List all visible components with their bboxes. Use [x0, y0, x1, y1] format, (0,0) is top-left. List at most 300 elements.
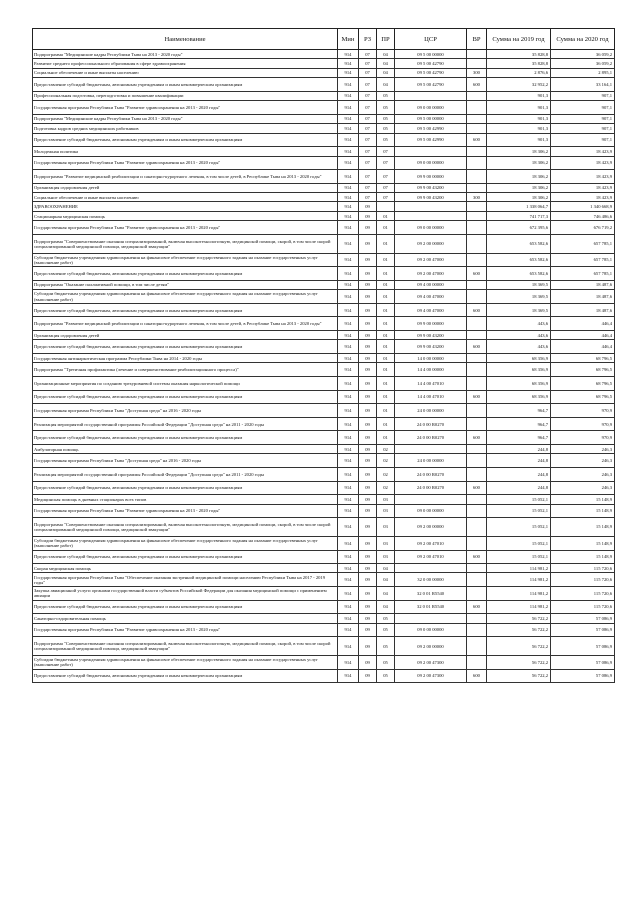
table-row	[33, 234, 615, 253]
cell-pr: 02	[377, 467, 395, 481]
cell-rz: 09	[359, 211, 377, 220]
cell-pr: 01	[377, 267, 395, 281]
table-row	[33, 454, 615, 468]
cell-pr: 05	[377, 623, 395, 637]
cell-csr: 09 5 00 00000	[395, 50, 467, 59]
cell-sum-2020: 115 720,6	[551, 587, 615, 601]
cell-sum-2020: 246,3	[551, 444, 615, 453]
cell-pr	[377, 202, 395, 211]
cell-sum-2020: 907,1	[551, 101, 615, 115]
cell-csr: 09 0 00 00000	[395, 101, 467, 115]
cell-pr: 04	[377, 573, 395, 587]
cell-sum-2019: 35 828,8	[487, 50, 551, 59]
cell-name: Подготовка кадров средних медицинских работников	[33, 124, 338, 133]
cell-vr	[467, 170, 487, 184]
cell-csr: 09 2 00 00000	[395, 637, 467, 656]
cell-csr: 14 0 00 00000	[395, 354, 467, 363]
header-pr: ПР	[377, 29, 395, 50]
cell-sum-2020: 907,1	[551, 124, 615, 133]
table-row	[33, 211, 615, 220]
cell-sum-2020: 36 059,2	[551, 59, 615, 68]
cell-csr	[395, 564, 467, 573]
cell-sum-2019: 15 052,1	[487, 536, 551, 550]
cell-min: 914	[338, 444, 359, 453]
cell-name: Скорая медицинская помощь	[33, 564, 338, 573]
cell-csr: 09 2 00 47000	[395, 267, 467, 281]
cell-vr	[467, 587, 487, 601]
cell-vr	[467, 101, 487, 115]
cell-pr: 01	[377, 417, 395, 431]
cell-vr: 600	[467, 267, 487, 281]
cell-rz: 09	[359, 363, 377, 377]
cell-vr	[467, 290, 487, 304]
cell-csr: 09 5 00 42990	[395, 124, 467, 133]
cell-pr: 03	[377, 504, 395, 518]
cell-sum-2020: 68 796,5	[551, 354, 615, 363]
cell-min: 914	[338, 454, 359, 468]
cell-name: Предоставление субсидий бюджетным, автономным учреждениям и иным некоммерческим организациям	[33, 78, 338, 92]
cell-name: Подпрограмма "Оказание паллиативной помощи, в том числе детям"	[33, 280, 338, 289]
cell-vr	[467, 234, 487, 253]
table-row	[33, 303, 615, 317]
cell-csr: 09 0 00 00000	[395, 156, 467, 170]
cell-rz: 09	[359, 303, 377, 317]
cell-sum-2019: 1 338 064,7	[487, 202, 551, 211]
cell-name: Развитие среднего профессионального образования в сфере здравоохранения	[33, 59, 338, 68]
cell-vr	[467, 518, 487, 537]
cell-name: Предоставление субсидий бюджетным, автономным учреждениям и иным некоммерческим организациям	[33, 669, 338, 683]
table-row	[33, 59, 615, 68]
cell-sum-2019: 68 356,9	[487, 390, 551, 404]
cell-min: 914	[338, 376, 359, 390]
cell-sum-2020: 446,4	[551, 317, 615, 331]
cell-rz: 09	[359, 564, 377, 573]
cell-pr: 07	[377, 183, 395, 192]
cell-rz: 09	[359, 253, 377, 267]
cell-pr: 04	[377, 59, 395, 68]
cell-name: Предоставление субсидий бюджетным, автономным учреждениям и иным некоммерческим организациям	[33, 267, 338, 281]
cell-vr	[467, 331, 487, 340]
cell-sum-2020: 907,1	[551, 133, 615, 147]
cell-csr: 09 2 00 00000	[395, 518, 467, 537]
cell-csr	[395, 211, 467, 220]
cell-sum-2019: 56 722,2	[487, 637, 551, 656]
cell-sum-2020: 57 086,9	[551, 656, 615, 670]
cell-csr: 24 0 00 R0270	[395, 417, 467, 431]
cell-rz: 09	[359, 656, 377, 670]
cell-sum-2019: 35 828,8	[487, 59, 551, 68]
cell-sum-2019: 443,6	[487, 331, 551, 340]
cell-csr: 09 5 00 42790	[395, 59, 467, 68]
cell-min: 914	[338, 221, 359, 235]
cell-name: Стационарная медицинская помощь	[33, 211, 338, 220]
cell-csr: 09 9 00 00000	[395, 170, 467, 184]
cell-sum-2020: 246,3	[551, 454, 615, 468]
cell-sum-2019: 68 356,9	[487, 363, 551, 377]
table-row	[33, 340, 615, 354]
cell-vr: 600	[467, 600, 487, 614]
cell-rz: 09	[359, 267, 377, 281]
cell-name: Субсидии бюджетным учреждениям здравоохранения на финансовое обеспечение государственного задания на оказание государственных услуг (выполнение работ)	[33, 253, 338, 267]
cell-sum-2020: 907,1	[551, 91, 615, 100]
cell-sum-2019: 15 052,1	[487, 518, 551, 537]
cell-rz: 09	[359, 290, 377, 304]
cell-vr	[467, 221, 487, 235]
cell-min: 914	[338, 550, 359, 564]
cell-csr: 09 0 00 00000	[395, 221, 467, 235]
cell-name: Государственная программа Республики Тыва "Доступная среда" на 2016 - 2020 годы	[33, 454, 338, 468]
cell-min: 914	[338, 147, 359, 156]
cell-min: 914	[338, 637, 359, 656]
cell-csr: 09 2 00 47300	[395, 669, 467, 683]
table-row	[33, 550, 615, 564]
cell-sum-2019: 32 952,2	[487, 78, 551, 92]
cell-pr: 05	[377, 614, 395, 623]
cell-sum-2020: 18 423,9	[551, 193, 615, 202]
cell-name: Субсидии бюджетным учреждениям здравоохранения на финансовое обеспечение государственного задания на оказание государственных услуг (выполнение работ)	[33, 290, 338, 304]
cell-sum-2019: 244,8	[487, 454, 551, 468]
cell-rz: 09	[359, 454, 377, 468]
table-row	[33, 114, 615, 123]
cell-pr: 05	[377, 91, 395, 100]
cell-name: Социальное обеспечение и иные выплаты населению	[33, 68, 338, 77]
cell-pr: 04	[377, 600, 395, 614]
table-row	[33, 290, 615, 304]
cell-csr	[395, 444, 467, 453]
table-row	[33, 587, 615, 601]
table-row	[33, 669, 615, 683]
cell-sum-2020: 970,9	[551, 404, 615, 418]
cell-vr: 600	[467, 390, 487, 404]
cell-min: 914	[338, 331, 359, 340]
cell-rz: 07	[359, 147, 377, 156]
cell-sum-2019: 114 981,2	[487, 600, 551, 614]
cell-name: Государственная программа Республики Тыва "Развитие здравоохранения на 2013 - 2020 годы"	[33, 156, 338, 170]
cell-rz: 07	[359, 133, 377, 147]
cell-csr: 14 4 00 47010	[395, 376, 467, 390]
cell-sum-2020: 657 785,1	[551, 267, 615, 281]
cell-pr: 02	[377, 454, 395, 468]
cell-sum-2020: 246,3	[551, 481, 615, 495]
cell-csr: 32 0 00 00000	[395, 573, 467, 587]
cell-csr: 09 5 00 00000	[395, 114, 467, 123]
cell-rz: 07	[359, 183, 377, 192]
cell-sum-2019: 964,7	[487, 417, 551, 431]
cell-sum-2020: 746 486,6	[551, 211, 615, 220]
cell-pr: 01	[377, 234, 395, 253]
cell-name: Амбулаторная помощь	[33, 444, 338, 453]
cell-csr: 24 0 00 00000	[395, 404, 467, 418]
cell-sum-2019: 18 369,5	[487, 303, 551, 317]
cell-pr: 01	[377, 280, 395, 289]
cell-pr: 01	[377, 404, 395, 418]
table-row	[33, 637, 615, 656]
cell-vr: 600	[467, 340, 487, 354]
cell-pr: 07	[377, 156, 395, 170]
cell-vr	[467, 536, 487, 550]
cell-sum-2019: 114 981,2	[487, 564, 551, 573]
cell-sum-2020: 970,9	[551, 431, 615, 445]
cell-vr	[467, 467, 487, 481]
cell-pr: 03	[377, 536, 395, 550]
cell-min: 914	[338, 495, 359, 504]
cell-sum-2020: 18 423,9	[551, 183, 615, 192]
cell-sum-2019: 964,7	[487, 431, 551, 445]
cell-min: 914	[338, 518, 359, 537]
cell-sum-2019: 18 306,2	[487, 147, 551, 156]
cell-pr: 07	[377, 193, 395, 202]
cell-name: Социальное обеспечение и иные выплаты населению	[33, 193, 338, 202]
cell-csr: 09 4 00 47000	[395, 290, 467, 304]
cell-sum-2020: 446,4	[551, 331, 615, 340]
cell-name: Предоставление субсидий бюджетным, автономным учреждениям и иным некоммерческим организациям	[33, 390, 338, 404]
table-row	[33, 280, 615, 289]
cell-sum-2019: 244,8	[487, 467, 551, 481]
cell-min: 914	[338, 290, 359, 304]
cell-sum-2019: 114 981,2	[487, 573, 551, 587]
cell-vr	[467, 504, 487, 518]
table-row	[33, 504, 615, 518]
cell-vr	[467, 637, 487, 656]
cell-pr: 01	[377, 317, 395, 331]
cell-rz: 07	[359, 50, 377, 59]
cell-name: Организационные мероприятия по созданию трехуровневой системы оказания наркологической помощи	[33, 376, 338, 390]
cell-min: 914	[338, 183, 359, 192]
cell-csr	[395, 495, 467, 504]
cell-csr: 32 0 01 R5540	[395, 600, 467, 614]
cell-pr: 07	[377, 170, 395, 184]
cell-csr: 09 9 00 43200	[395, 193, 467, 202]
table-row	[33, 267, 615, 281]
table-row	[33, 573, 615, 587]
cell-name: Субсидии бюджетным учреждениям здравоохранения на финансовое обеспечение государственного задания на оказание государственных услуг (выполнение работ)	[33, 656, 338, 670]
cell-min: 914	[338, 614, 359, 623]
table-row	[33, 68, 615, 77]
cell-csr: 32 0 01 R5540	[395, 587, 467, 601]
cell-min: 914	[338, 363, 359, 377]
table-row	[33, 183, 615, 192]
cell-rz: 09	[359, 331, 377, 340]
cell-sum-2020: 115 720,6	[551, 600, 615, 614]
cell-pr: 01	[377, 340, 395, 354]
cell-name: Санаторно-оздоровительная помощь	[33, 614, 338, 623]
cell-rz: 09	[359, 587, 377, 601]
cell-name: Подпрограмма "Развитие медицинской реабилитации и санаторно-курортного лечения, в том числе детей, в Республике Тыва на 2013 - 2020 годы"	[33, 170, 338, 184]
cell-vr	[467, 147, 487, 156]
cell-min: 914	[338, 280, 359, 289]
table-row	[33, 564, 615, 573]
cell-name: Предоставление субсидий бюджетным, автономным учреждениям и иным некоммерческим организациям	[33, 133, 338, 147]
cell-vr	[467, 454, 487, 468]
cell-min: 914	[338, 202, 359, 211]
cell-rz: 07	[359, 114, 377, 123]
cell-vr	[467, 444, 487, 453]
cell-csr: 09 5 00 42790	[395, 68, 467, 77]
cell-sum-2019: 18 306,2	[487, 170, 551, 184]
cell-rz: 09	[359, 600, 377, 614]
table-row	[33, 444, 615, 453]
cell-vr	[467, 114, 487, 123]
cell-pr: 04	[377, 78, 395, 92]
cell-rz: 09	[359, 354, 377, 363]
cell-name: Государственная антинаркотическая программа Республики Тыва на 2014 - 2020 годы	[33, 354, 338, 363]
cell-pr: 01	[377, 376, 395, 390]
cell-rz: 09	[359, 536, 377, 550]
cell-pr: 04	[377, 587, 395, 601]
cell-name: Реализация мероприятий государственной программы Российской Федерации "Доступная среда" на 2011 - 2020 годы	[33, 467, 338, 481]
cell-vr	[467, 404, 487, 418]
header-vr: ВР	[467, 29, 487, 50]
cell-sum-2020: 68 796,5	[551, 390, 615, 404]
cell-csr: 14 4 00 00000	[395, 363, 467, 377]
cell-name: Государственная программа Республики Тыва "Развитие здравоохранения на 2013 - 2020 годы"	[33, 221, 338, 235]
cell-min: 914	[338, 303, 359, 317]
cell-vr: 600	[467, 669, 487, 683]
cell-name: Государственная программа Республики Тыва "Развитие здравоохранения на 2013 - 2020 годы"	[33, 504, 338, 518]
cell-min: 914	[338, 504, 359, 518]
cell-pr: 05	[377, 101, 395, 115]
cell-min: 914	[338, 467, 359, 481]
cell-csr: 09 9 00 00000	[395, 317, 467, 331]
cell-min: 914	[338, 59, 359, 68]
cell-min: 914	[338, 101, 359, 115]
header-name: Наименование	[33, 29, 338, 50]
cell-min: 914	[338, 133, 359, 147]
cell-name: Подпрограмма "Медицинские кадры Республики Тыва на 2013 - 2020 годы"	[33, 114, 338, 123]
table-row	[33, 390, 615, 404]
table-row	[33, 656, 615, 670]
cell-sum-2019: 56 722,2	[487, 623, 551, 637]
cell-rz: 09	[359, 376, 377, 390]
table-row	[33, 193, 615, 202]
cell-csr	[395, 91, 467, 100]
cell-pr: 01	[377, 303, 395, 317]
cell-name: Субсидии бюджетным учреждениям здравоохранения на финансовое обеспечение государственного задания на оказание государственных услуг (выполнение работ)	[33, 536, 338, 550]
cell-min: 914	[338, 114, 359, 123]
cell-vr	[467, 50, 487, 59]
cell-name: Предоставление субсидий бюджетным, автономным учреждениям и иным некоммерческим организациям	[33, 303, 338, 317]
cell-rz: 09	[359, 202, 377, 211]
cell-sum-2020: 57 086,9	[551, 669, 615, 683]
cell-csr: 09 0 00 00000	[395, 623, 467, 637]
cell-sum-2020: 57 086,9	[551, 614, 615, 623]
cell-csr: 09 2 00 47010	[395, 536, 467, 550]
cell-min: 914	[338, 234, 359, 253]
cell-rz: 09	[359, 234, 377, 253]
table-row	[33, 417, 615, 431]
header-min: Мин	[338, 29, 359, 50]
table-header-row	[33, 29, 615, 50]
cell-vr	[467, 354, 487, 363]
table-row	[33, 614, 615, 623]
cell-sum-2019: 114 981,2	[487, 587, 551, 601]
cell-sum-2020: 57 086,9	[551, 637, 615, 656]
cell-sum-2019: 901,3	[487, 114, 551, 123]
cell-sum-2020: 18 487,6	[551, 290, 615, 304]
cell-rz: 09	[359, 390, 377, 404]
cell-vr	[467, 124, 487, 133]
table-row	[33, 404, 615, 418]
cell-sum-2019: 18 306,2	[487, 183, 551, 192]
cell-csr	[395, 614, 467, 623]
table-row	[33, 536, 615, 550]
cell-csr	[395, 147, 467, 156]
cell-pr: 07	[377, 147, 395, 156]
cell-sum-2020: 18 487,6	[551, 280, 615, 289]
cell-min: 914	[338, 623, 359, 637]
cell-min: 914	[338, 354, 359, 363]
cell-name: Подпрограмма "Совершенствование оказания специализированной, включая высокотехнологичную, медицинской помощи, скорой, в том числе скорой специализированной медицинской помощи, медицинской эвакуации"	[33, 518, 338, 537]
cell-pr: 04	[377, 564, 395, 573]
cell-sum-2019: 901,3	[487, 101, 551, 115]
cell-min: 914	[338, 587, 359, 601]
cell-sum-2019: 15 052,1	[487, 504, 551, 518]
table-row	[33, 467, 615, 481]
cell-name: Реализация мероприятий государственной программы Российской Федерации "Доступная среда" на 2011 - 2020 годы	[33, 417, 338, 431]
table-row	[33, 481, 615, 495]
cell-sum-2019: 68 356,9	[487, 354, 551, 363]
cell-min: 914	[338, 417, 359, 431]
table-row	[33, 518, 615, 537]
cell-vr	[467, 573, 487, 587]
cell-min: 914	[338, 573, 359, 587]
cell-name: Молодежная политика	[33, 147, 338, 156]
cell-sum-2019: 244,8	[487, 444, 551, 453]
cell-csr: 24 0 00 R0270	[395, 467, 467, 481]
cell-rz: 07	[359, 156, 377, 170]
cell-vr	[467, 376, 487, 390]
cell-pr: 05	[377, 133, 395, 147]
cell-sum-2020: 18 423,9	[551, 156, 615, 170]
cell-sum-2019: 653 582,6	[487, 234, 551, 253]
cell-vr	[467, 417, 487, 431]
cell-sum-2019: 68 356,9	[487, 376, 551, 390]
cell-vr	[467, 202, 487, 211]
cell-rz: 09	[359, 518, 377, 537]
cell-vr	[467, 253, 487, 267]
cell-min: 914	[338, 156, 359, 170]
cell-min: 914	[338, 317, 359, 331]
cell-min: 914	[338, 68, 359, 77]
cell-pr: 03	[377, 550, 395, 564]
cell-pr: 03	[377, 518, 395, 537]
cell-csr: 09 2 00 47000	[395, 253, 467, 267]
table-row	[33, 221, 615, 235]
cell-sum-2020: 907,1	[551, 114, 615, 123]
cell-csr: 09 9 00 43200	[395, 183, 467, 192]
cell-rz: 09	[359, 431, 377, 445]
cell-sum-2020: 1 340 668,9	[551, 202, 615, 211]
table-row	[33, 101, 615, 115]
cell-min: 914	[338, 91, 359, 100]
cell-name: Медицинская помощь в дневных стационарах всех типов	[33, 495, 338, 504]
budget-table	[32, 28, 615, 683]
cell-vr: 600	[467, 133, 487, 147]
cell-rz: 09	[359, 637, 377, 656]
cell-pr: 05	[377, 656, 395, 670]
cell-sum-2020: 18 423,9	[551, 170, 615, 184]
cell-vr	[467, 211, 487, 220]
cell-rz: 07	[359, 59, 377, 68]
cell-rz: 09	[359, 317, 377, 331]
cell-vr: 600	[467, 481, 487, 495]
cell-csr: 24 0 00 R0270	[395, 481, 467, 495]
cell-name: Предоставление субсидий бюджетным, автономным учреждениям и иным некоммерческим организациям	[33, 481, 338, 495]
cell-name: Государственная программа Республики Тыва "Развитие здравоохранения на 2013 - 2020 годы"	[33, 623, 338, 637]
cell-sum-2019: 2 876,6	[487, 68, 551, 77]
table-row	[33, 78, 615, 92]
cell-vr	[467, 280, 487, 289]
